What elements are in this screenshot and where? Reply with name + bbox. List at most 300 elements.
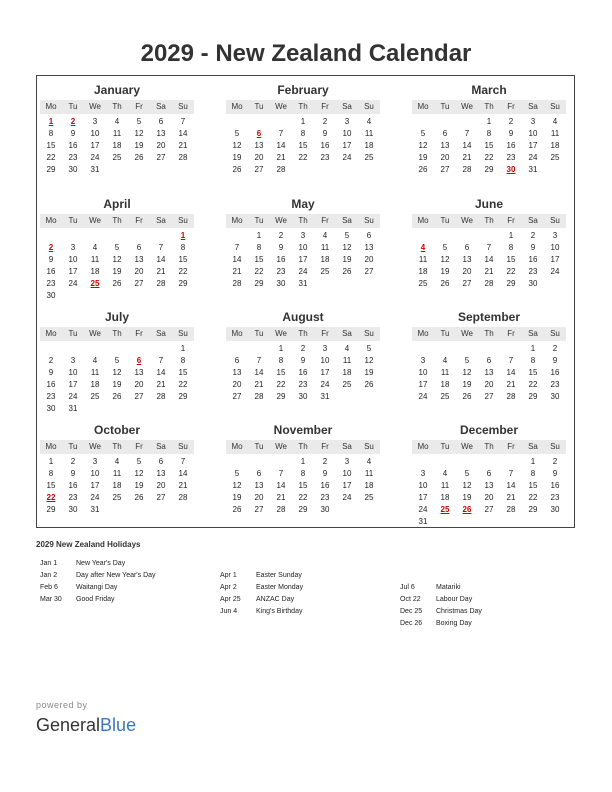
day-cell: 10 xyxy=(68,368,78,377)
day-cell: 10 xyxy=(528,129,538,138)
day-cell xyxy=(500,456,522,468)
day-cell: 2 xyxy=(322,457,328,466)
day-cell: 30 xyxy=(550,392,560,401)
day-cell: 10 xyxy=(418,481,428,490)
weekday-header xyxy=(40,327,194,341)
day-cell: 30 xyxy=(46,291,56,300)
day-cell xyxy=(478,516,500,528)
day-cell: 31 xyxy=(418,517,428,526)
day-cell: 9 xyxy=(530,243,536,252)
weekday-label: Su xyxy=(364,216,374,225)
day-cell: 3 xyxy=(92,457,98,466)
day-cell xyxy=(456,516,478,528)
day-cell: 25 xyxy=(440,392,450,401)
day-cell xyxy=(478,230,500,242)
weekday-label: Fr xyxy=(507,329,515,338)
week-row xyxy=(40,116,194,128)
day-cell: 21 xyxy=(506,493,516,502)
day-cell xyxy=(106,164,128,176)
weekday-label: Su xyxy=(178,102,188,111)
weekday-label: Mo xyxy=(231,102,243,111)
day-cell: 16 xyxy=(320,481,330,490)
day-cell xyxy=(106,343,128,355)
day-cell: 26 xyxy=(112,279,122,288)
day-cell xyxy=(500,516,522,528)
day-cell: 28 xyxy=(276,505,286,514)
weekday-label: Tu xyxy=(440,216,450,225)
day-cell: 16 xyxy=(46,380,56,389)
day-cell: 4 xyxy=(366,117,372,126)
day-cell: 2 xyxy=(300,344,306,353)
holiday-name: Day after New Year's Day xyxy=(76,572,156,579)
weekday-label: Mo xyxy=(45,442,57,451)
day-cell xyxy=(500,343,522,355)
day-cell: 27 xyxy=(484,505,494,514)
holiday-item xyxy=(40,582,156,594)
month-september xyxy=(412,309,566,403)
day-cell: 17 xyxy=(418,493,428,502)
day-cell: 14 xyxy=(232,255,242,264)
day-cell: 9 xyxy=(322,469,328,478)
day-cell xyxy=(248,116,270,128)
day-cell: 17 xyxy=(90,141,100,150)
holiday-day-cell: 1 xyxy=(48,117,54,126)
day-cell: 21 xyxy=(462,153,472,162)
day-cell xyxy=(336,391,358,403)
day-cell: 6 xyxy=(136,243,142,252)
day-cell: 1 xyxy=(530,457,536,466)
day-cell xyxy=(434,116,456,128)
day-cell: 21 xyxy=(156,380,166,389)
day-cell xyxy=(336,504,358,516)
day-cell: 12 xyxy=(112,255,122,264)
day-cell: 22 xyxy=(298,493,308,502)
day-cell: 18 xyxy=(440,380,450,389)
weekday-label: Tu xyxy=(68,102,78,111)
week-row xyxy=(412,278,566,290)
day-cell xyxy=(544,516,566,528)
week-row xyxy=(40,164,194,176)
day-cell: 26 xyxy=(440,279,450,288)
day-cell: 16 xyxy=(320,141,330,150)
day-cell: 17 xyxy=(298,255,308,264)
day-cell xyxy=(128,164,150,176)
day-cell: 15 xyxy=(276,368,286,377)
day-cell: 1 xyxy=(530,344,536,353)
day-cell: 22 xyxy=(276,380,286,389)
day-cell: 24 xyxy=(418,392,428,401)
day-cell: 8 xyxy=(300,469,306,478)
day-cell: 20 xyxy=(254,493,264,502)
day-cell: 25 xyxy=(364,153,374,162)
day-cell: 6 xyxy=(464,243,470,252)
day-cell: 24 xyxy=(528,153,538,162)
day-cell xyxy=(40,343,62,355)
day-cell: 5 xyxy=(442,243,448,252)
day-cell: 24 xyxy=(68,279,78,288)
holiday-date: Mar 30 xyxy=(40,596,62,603)
day-cell: 18 xyxy=(320,255,330,264)
day-cell: 3 xyxy=(322,344,328,353)
day-cell: 15 xyxy=(178,368,188,377)
week-row xyxy=(412,391,566,403)
weekday-label: Fr xyxy=(135,216,143,225)
day-cell: 21 xyxy=(178,481,188,490)
weekday-label: Mo xyxy=(417,102,429,111)
weekday-label: Mo xyxy=(45,102,57,111)
week-row xyxy=(226,230,380,242)
day-cell: 6 xyxy=(158,117,164,126)
day-cell: 10 xyxy=(342,129,352,138)
weekday-label: Th xyxy=(298,102,308,111)
holiday-column xyxy=(220,570,303,618)
day-cell: 23 xyxy=(320,493,330,502)
day-cell: 19 xyxy=(462,493,472,502)
day-cell: 1 xyxy=(300,457,306,466)
day-cell: 29 xyxy=(506,279,516,288)
day-cell xyxy=(456,116,478,128)
day-cell: 4 xyxy=(442,356,448,365)
day-cell: 15 xyxy=(528,368,538,377)
day-cell: 23 xyxy=(550,493,560,502)
day-cell: 29 xyxy=(528,392,538,401)
day-cell: 22 xyxy=(484,153,494,162)
weekday-label: Sa xyxy=(342,329,352,338)
weekday-header xyxy=(412,327,566,341)
holiday-day-cell: 26 xyxy=(462,505,472,514)
day-cell: 14 xyxy=(462,141,472,150)
holiday-date: Jun 4 xyxy=(220,608,238,615)
day-cell: 3 xyxy=(530,117,536,126)
day-cell: 7 xyxy=(256,356,262,365)
day-cell: 26 xyxy=(134,153,144,162)
holiday-date: Jul 6 xyxy=(400,584,415,591)
day-cell: 22 xyxy=(46,153,56,162)
week-row xyxy=(40,456,194,468)
day-cell: 14 xyxy=(506,368,516,377)
day-cell xyxy=(226,343,248,355)
weekday-label: Fr xyxy=(321,329,329,338)
day-cell: 9 xyxy=(552,356,558,365)
day-cell: 28 xyxy=(276,165,286,174)
day-cell xyxy=(248,343,270,355)
day-cell: 27 xyxy=(232,392,242,401)
holiday-item xyxy=(40,570,156,582)
week-row xyxy=(412,128,566,140)
week-row xyxy=(412,152,566,164)
day-cell: 16 xyxy=(68,141,78,150)
weekday-label: Tu xyxy=(254,442,264,451)
day-cell: 23 xyxy=(276,267,286,276)
day-cell: 26 xyxy=(364,380,374,389)
holiday-name: King's Birthday xyxy=(256,608,303,615)
holiday-day-cell: 30 xyxy=(506,165,516,174)
weekday-label: Th xyxy=(298,442,308,451)
day-cell: 8 xyxy=(48,469,54,478)
day-cell: 19 xyxy=(364,368,374,377)
week-row xyxy=(226,504,380,516)
month-name: September xyxy=(457,310,521,324)
weekday-label: Sa xyxy=(528,216,538,225)
weekday-label: Mo xyxy=(45,216,57,225)
week-row xyxy=(412,266,566,278)
day-cell: 9 xyxy=(70,469,76,478)
day-cell xyxy=(62,343,84,355)
day-cell xyxy=(62,290,84,302)
weekday-label: We xyxy=(461,102,473,111)
weekday-label: Tu xyxy=(68,329,78,338)
weekday-label: Tu xyxy=(68,216,78,225)
day-cell: 6 xyxy=(486,469,492,478)
day-cell: 23 xyxy=(298,380,308,389)
week-row xyxy=(226,480,380,492)
weekday-label: Tu xyxy=(254,102,264,111)
weekday-label: Tu xyxy=(440,442,450,451)
day-cell xyxy=(226,230,248,242)
day-cell xyxy=(128,504,150,516)
day-cell: 4 xyxy=(344,344,350,353)
week-row xyxy=(226,140,380,152)
day-cell: 6 xyxy=(486,356,492,365)
day-cell: 7 xyxy=(464,129,470,138)
day-cell xyxy=(62,230,84,242)
weekday-label: Sa xyxy=(528,442,538,451)
day-cell: 24 xyxy=(298,267,308,276)
day-cell: 2 xyxy=(552,457,558,466)
day-cell xyxy=(172,164,194,176)
day-cell: 21 xyxy=(506,380,516,389)
day-cell: 13 xyxy=(484,481,494,490)
week-row xyxy=(226,278,380,290)
day-cell xyxy=(84,343,106,355)
day-cell: 15 xyxy=(298,141,308,150)
day-cell: 29 xyxy=(254,279,264,288)
day-cell xyxy=(358,278,380,290)
day-cell xyxy=(522,516,544,528)
day-cell: 29 xyxy=(46,505,56,514)
day-cell: 30 xyxy=(298,392,308,401)
day-cell: 5 xyxy=(136,457,142,466)
weekday-label: Fr xyxy=(135,442,143,451)
week-row xyxy=(412,254,566,266)
day-cell: 28 xyxy=(506,505,516,514)
day-cell: 1 xyxy=(278,344,284,353)
day-cell: 13 xyxy=(364,243,374,252)
weekday-header xyxy=(226,440,380,454)
weekday-label: Th xyxy=(112,329,122,338)
day-cell: 19 xyxy=(462,380,472,389)
weekday-label: Sa xyxy=(156,442,166,451)
day-cell: 10 xyxy=(90,129,100,138)
day-cell: 7 xyxy=(158,243,164,252)
day-cell xyxy=(412,116,434,128)
holiday-item xyxy=(220,594,303,606)
day-cell: 30 xyxy=(276,279,286,288)
day-cell: 23 xyxy=(68,153,78,162)
week-row xyxy=(40,468,194,480)
holiday-day-cell: 4 xyxy=(420,243,426,252)
brand-name-blue: Blue xyxy=(100,715,137,735)
month-name: May xyxy=(291,197,315,211)
day-cell: 25 xyxy=(550,153,560,162)
day-cell: 30 xyxy=(320,505,330,514)
day-cell: 18 xyxy=(342,368,352,377)
holidays-title: 2029 New Zealand Holidays xyxy=(36,540,141,549)
day-cell: 1 xyxy=(256,231,262,240)
day-cell: 18 xyxy=(550,141,560,150)
holiday-item xyxy=(220,606,303,618)
month-name: June xyxy=(474,197,503,211)
day-cell: 23 xyxy=(46,392,56,401)
weekday-header xyxy=(412,440,566,454)
day-cell: 21 xyxy=(276,493,286,502)
day-cell: 26 xyxy=(134,493,144,502)
weekday-label: Su xyxy=(550,216,560,225)
holiday-date: Dec 26 xyxy=(400,620,423,627)
weekday-label: Th xyxy=(298,329,308,338)
day-cell: 16 xyxy=(528,255,538,264)
month-name: July xyxy=(104,310,129,324)
day-cell: 2 xyxy=(508,117,514,126)
week-row xyxy=(226,152,380,164)
day-cell: 11 xyxy=(342,356,352,365)
day-cell xyxy=(412,456,434,468)
week-row xyxy=(40,492,194,504)
day-cell: 15 xyxy=(484,141,494,150)
day-cell: 16 xyxy=(68,481,78,490)
day-cell: 26 xyxy=(418,165,428,174)
day-cell: 15 xyxy=(178,255,188,264)
week-row xyxy=(226,391,380,403)
weekday-label: We xyxy=(89,102,101,111)
week-row xyxy=(412,140,566,152)
day-cell: 14 xyxy=(156,368,166,377)
day-cell: 4 xyxy=(366,457,372,466)
holiday-item xyxy=(40,558,156,570)
day-cell: 29 xyxy=(178,392,188,401)
day-cell: 14 xyxy=(276,141,286,150)
day-cell: 25 xyxy=(418,279,428,288)
day-cell: 14 xyxy=(178,129,188,138)
day-cell: 27 xyxy=(254,165,264,174)
day-cell: 28 xyxy=(156,392,166,401)
day-cell: 22 xyxy=(506,267,516,276)
day-cell: 8 xyxy=(256,243,262,252)
holiday-name: Good Friday xyxy=(76,596,115,603)
day-cell: 5 xyxy=(366,344,372,353)
day-cell: 9 xyxy=(552,469,558,478)
weekday-label: Sa xyxy=(528,329,538,338)
day-cell: 12 xyxy=(134,469,144,478)
day-cell xyxy=(434,343,456,355)
holiday-item xyxy=(220,582,303,594)
day-cell xyxy=(84,403,106,415)
day-cell: 7 xyxy=(278,469,284,478)
month-august xyxy=(226,309,380,403)
day-cell: 24 xyxy=(68,392,78,401)
day-cell: 23 xyxy=(46,279,56,288)
day-cell xyxy=(456,456,478,468)
day-cell: 19 xyxy=(342,255,352,264)
weekday-label: We xyxy=(461,442,473,451)
day-cell: 20 xyxy=(134,380,144,389)
week-row xyxy=(40,367,194,379)
day-cell: 30 xyxy=(528,279,538,288)
day-cell: 5 xyxy=(464,356,470,365)
week-row xyxy=(40,343,194,355)
weekday-label: Th xyxy=(484,442,494,451)
day-cell: 27 xyxy=(156,153,166,162)
day-cell: 24 xyxy=(342,153,352,162)
day-cell xyxy=(40,230,62,242)
day-cell: 19 xyxy=(232,153,242,162)
day-cell: 29 xyxy=(484,165,494,174)
day-cell xyxy=(106,290,128,302)
day-cell: 18 xyxy=(418,267,428,276)
holiday-date: Jan 1 xyxy=(40,560,58,567)
day-cell: 13 xyxy=(254,481,264,490)
day-cell: 31 xyxy=(298,279,308,288)
week-row xyxy=(40,230,194,242)
day-cell: 23 xyxy=(506,153,516,162)
day-cell: 26 xyxy=(232,505,242,514)
holiday-day-cell: 25 xyxy=(440,505,450,514)
week-row xyxy=(412,516,566,528)
day-cell xyxy=(150,504,172,516)
week-row xyxy=(40,254,194,266)
holiday-item xyxy=(40,594,156,606)
day-cell: 26 xyxy=(462,392,472,401)
weekday-label: Th xyxy=(484,102,494,111)
day-cell: 23 xyxy=(68,493,78,502)
day-cell: 9 xyxy=(48,368,54,377)
day-cell: 13 xyxy=(462,255,472,264)
week-row xyxy=(226,456,380,468)
brand-name-general: General xyxy=(36,715,101,735)
holiday-item xyxy=(400,606,482,618)
weekday-label: Mo xyxy=(417,329,429,338)
day-cell: 10 xyxy=(342,469,352,478)
day-cell: 7 xyxy=(508,469,514,478)
day-cell: 30 xyxy=(68,505,78,514)
day-cell xyxy=(128,403,150,415)
week-row xyxy=(226,266,380,278)
day-cell: 16 xyxy=(298,368,308,377)
day-cell: 18 xyxy=(112,141,122,150)
day-cell: 27 xyxy=(134,392,144,401)
day-cell: 12 xyxy=(462,368,472,377)
week-row xyxy=(40,152,194,164)
day-cell: 5 xyxy=(234,129,240,138)
weekday-label: Sa xyxy=(156,329,166,338)
day-cell xyxy=(314,164,336,176)
day-cell: 8 xyxy=(508,243,514,252)
day-cell: 18 xyxy=(364,481,374,490)
day-cell xyxy=(336,278,358,290)
weekday-label: Su xyxy=(550,102,560,111)
weekday-label: Sa xyxy=(156,102,166,111)
day-cell: 3 xyxy=(552,231,558,240)
weekday-label: We xyxy=(89,216,101,225)
holiday-column xyxy=(40,558,156,606)
day-cell: 13 xyxy=(134,368,144,377)
week-row xyxy=(226,492,380,504)
day-cell: 12 xyxy=(440,255,450,264)
day-cell: 7 xyxy=(278,129,284,138)
day-cell: 17 xyxy=(550,255,560,264)
day-cell: 5 xyxy=(464,469,470,478)
day-cell: 22 xyxy=(178,380,188,389)
